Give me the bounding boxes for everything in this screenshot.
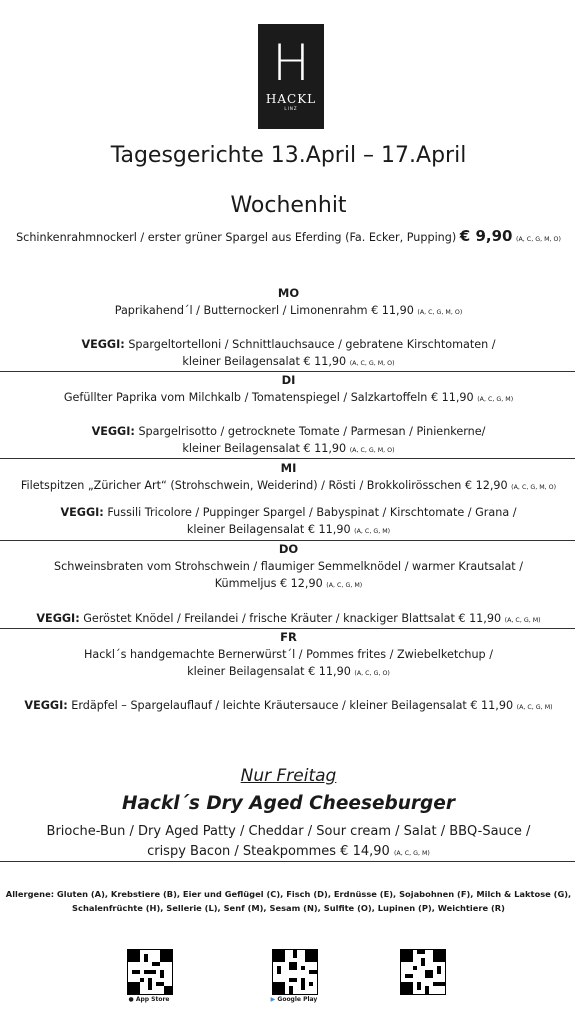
friday-line-2 xyxy=(0,842,577,863)
fr-veggi-label: VEGGI: xyxy=(24,699,68,712)
day-mi: MI xyxy=(280,461,297,475)
wochenhit-allergens: (A, C, G, M, O) xyxy=(516,236,561,243)
divider xyxy=(0,628,575,629)
app-store-label: App Store xyxy=(135,996,170,1003)
page-title: Tagesgerichte 13.April – 17.April xyxy=(110,143,467,168)
di-veggi-text: Spargelrisotto / getrocknete Tomate / Parmesan / Pinienkerne/ xyxy=(138,425,486,438)
mo-veggi-2 xyxy=(0,354,577,372)
friday-text-2: crispy Bacon / Steakpommes € 14,90 xyxy=(147,844,390,859)
day-mo: MO xyxy=(277,286,300,300)
do-veggi-1 xyxy=(0,611,577,629)
mo-veggi-label: VEGGI: xyxy=(81,338,125,351)
wochenhit-price: € 9,90 xyxy=(459,227,513,245)
hackl-logo xyxy=(258,24,324,129)
mi-veggi-2 xyxy=(0,522,577,540)
fr-veggi-text: Erdäpfel – Spargelauflauf / leichte Kräutersauce / kleiner Beilagensalat € 11,90 xyxy=(71,699,514,712)
mi-veggi-1 xyxy=(0,505,577,521)
qr-code-website[interactable] xyxy=(400,949,446,995)
logo-letter: H xyxy=(272,34,310,92)
friday-allergens: (A, C, G, M) xyxy=(393,850,430,857)
mo-main-text: Paprikahend´l / Butternockerl / Limonenrahm € 11,90 xyxy=(114,304,414,317)
day-do: DO xyxy=(278,542,299,556)
di-main-text: Gefüllter Paprika vom Milchkalb / Tomatenspiegel / Salzkartoffeln € 11,90 xyxy=(63,391,474,404)
di-veggi-1 xyxy=(0,424,577,440)
mi-veggi-label: VEGGI: xyxy=(60,506,104,519)
wochenhit-heading: Wochenhit xyxy=(230,193,347,218)
divider xyxy=(0,861,575,862)
do-veggi-allergens: (A, C, G, M) xyxy=(504,617,541,624)
friday-title: Hackl´s Dry Aged Cheeseburger xyxy=(122,793,455,814)
fr-main-1 xyxy=(0,647,577,663)
di-veggi-allergens: (A, C, G, M, O) xyxy=(349,447,395,454)
wochenhit-line xyxy=(0,228,577,248)
di-main xyxy=(0,390,577,408)
fr-veggi-1 xyxy=(0,698,577,716)
qr-code-apple[interactable] xyxy=(127,949,173,995)
divider xyxy=(0,371,575,372)
fr-main-allergens: (A, C, G, O) xyxy=(354,670,390,677)
allergen-info-2: Schalenfrüchte (H), Sellerie (L), Senf (M), Sesam (N), Sulfite (O), Lupinen (P), Weichtiere (R) xyxy=(72,903,505,913)
di-main-allergens: (A, C, G, M) xyxy=(477,396,514,403)
fr-main-text-2: kleiner Beilagensalat € 11,90 xyxy=(187,665,351,678)
mo-main xyxy=(0,303,577,321)
do-veggi-label: VEGGI: xyxy=(36,612,80,625)
fr-main-2 xyxy=(0,664,577,682)
fr-main-text: Hackl´s handgemachte Bernerwürst´l / Pommes frites / Zwiebelketchup / xyxy=(84,648,493,661)
mo-veggi-text: Spargeltortelloni / Schnittlauchsauce / gebratene Kirschtomaten / xyxy=(128,338,496,351)
logo-name: HACKL xyxy=(265,92,317,106)
google-play-icon: ▶ xyxy=(270,996,276,1003)
friday-text-1: Brioche-Bun / Dry Aged Patty / Cheddar / Sour cream / Salat / BBQ-Sauce / xyxy=(46,824,531,839)
friday-label: Nur Freitag xyxy=(240,766,337,786)
friday-line-1 xyxy=(0,822,577,841)
fr-veggi-allergens: (A, C, G, M) xyxy=(516,704,553,711)
do-main-2 xyxy=(0,576,577,594)
do-main-text: Schweinsbraten vom Strohschwein / flaumiger Semmelknödel / warmer Krautsalat / xyxy=(53,560,524,573)
mi-veggi-text-2: kleiner Beilagensalat € 11,90 xyxy=(186,523,351,536)
mo-veggi-text-2: kleiner Beilagensalat € 11,90 xyxy=(182,355,347,368)
app-store-badge[interactable] xyxy=(119,996,179,1003)
mo-veggi-allergens: (A, C, G, M, O) xyxy=(349,360,395,367)
mo-main-allergens: (A, C, G, M, O) xyxy=(417,309,463,316)
qr-code-google[interactable] xyxy=(272,949,318,995)
google-play-badge[interactable] xyxy=(264,996,324,1003)
divider xyxy=(0,458,575,459)
do-main-text-2: Kümmeljus € 12,90 xyxy=(214,577,323,590)
do-main-allergens: (A, C, G, M) xyxy=(326,582,363,589)
mi-veggi-text: Fussili Tricolore / Puppinger Spargel / Babyspinat / Kirschtomate / Grana / xyxy=(107,506,517,519)
day-fr: FR xyxy=(280,630,297,644)
day-di: DI xyxy=(281,373,296,387)
apple-icon: ● xyxy=(128,996,134,1003)
wochenhit-dish: Schinkenrahmnockerl / erster grüner Spargel aus Eferding (Fa. Ecker, Pupping) xyxy=(16,231,457,244)
di-veggi-text-2: kleiner Beilagensalat € 11,90 xyxy=(182,442,347,455)
divider xyxy=(0,540,575,541)
di-veggi-label: VEGGI: xyxy=(91,425,135,438)
allergen-info-1: Allergene: Gluten (A), Krebstiere (B), Eier und Geflügel (C), Fisch (D), Erdnüsse (E), Sojabohnen (F), Milch & Laktose (G), xyxy=(5,889,572,899)
do-main-1 xyxy=(0,559,577,575)
do-veggi-text: Geröstet Knödel / Freilandei / frische Kräuter / knackiger Blattsalat € 11,90 xyxy=(83,612,502,625)
mo-veggi-1 xyxy=(0,337,577,353)
mi-veggi-allergens: (A, C, G, M) xyxy=(354,528,391,535)
mi-main-allergens: (A, C, G, M, O) xyxy=(511,484,557,491)
di-veggi-2 xyxy=(0,441,577,459)
google-play-label: Google Play xyxy=(277,996,318,1003)
mi-main xyxy=(0,478,577,496)
logo-city: LINZ xyxy=(284,106,298,111)
mi-main-text: Filetspitzen „Züricher Art“ (Strohschwein, Weiderind) / Rösti / Brokkolirösschen € 12,90 xyxy=(20,479,508,492)
